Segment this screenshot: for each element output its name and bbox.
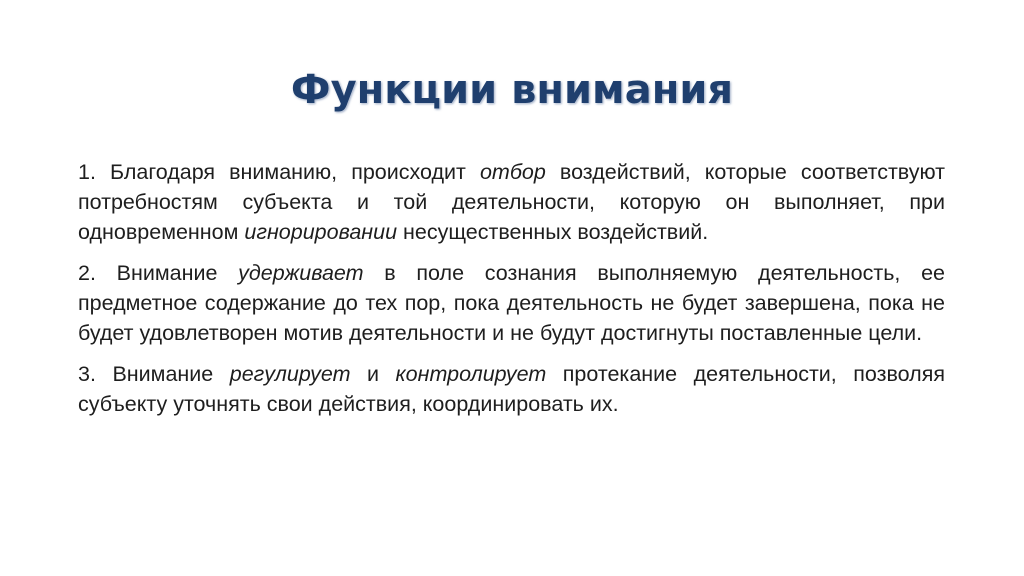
slide-title: Функции внимания	[290, 67, 734, 113]
paragraph-3-text-3: протекание деятельности, позволяя субъекту уточнять свои действия, координировать их.	[78, 362, 945, 416]
paragraph-1-italic-ignoring: игнорировании	[244, 220, 398, 244]
paragraph-2-italic-holds: удерживает	[238, 261, 364, 285]
paragraph-1-text-3: несущественных воздействий.	[397, 220, 709, 244]
paragraph-1-text-1: 1. Благодаря вниманию, происходит	[78, 160, 480, 184]
paragraph-2-text-2: в поле сознания выполняемую деятельность, ее предметное содержание до тех пор, пока деятельность не будет завершена, пока не будет удовлетворен мотив деятельности и не будут достигнуты поставленные цели.	[78, 261, 945, 345]
paragraph-1	[78, 157, 945, 247]
paragraph-3-italic-regulates: регулирует	[229, 362, 351, 386]
paragraph-3-italic-controls: контролирует	[395, 362, 547, 386]
paragraph-3-text-1: 3. Внимание	[78, 362, 230, 386]
slide-body	[78, 157, 945, 430]
paragraph-2	[78, 258, 945, 348]
paragraph-1-text-2: воздействий, которые соответствуют потребностям субъекта и той деятельности, которую он выполняет, при одновременном	[78, 160, 945, 244]
paragraph-1-italic-selection: отбор	[479, 160, 546, 184]
paragraph-3-text-2: и	[350, 362, 396, 386]
paragraph-3	[78, 359, 945, 419]
paragraph-2-text-1: 2. Внимание	[78, 261, 239, 285]
